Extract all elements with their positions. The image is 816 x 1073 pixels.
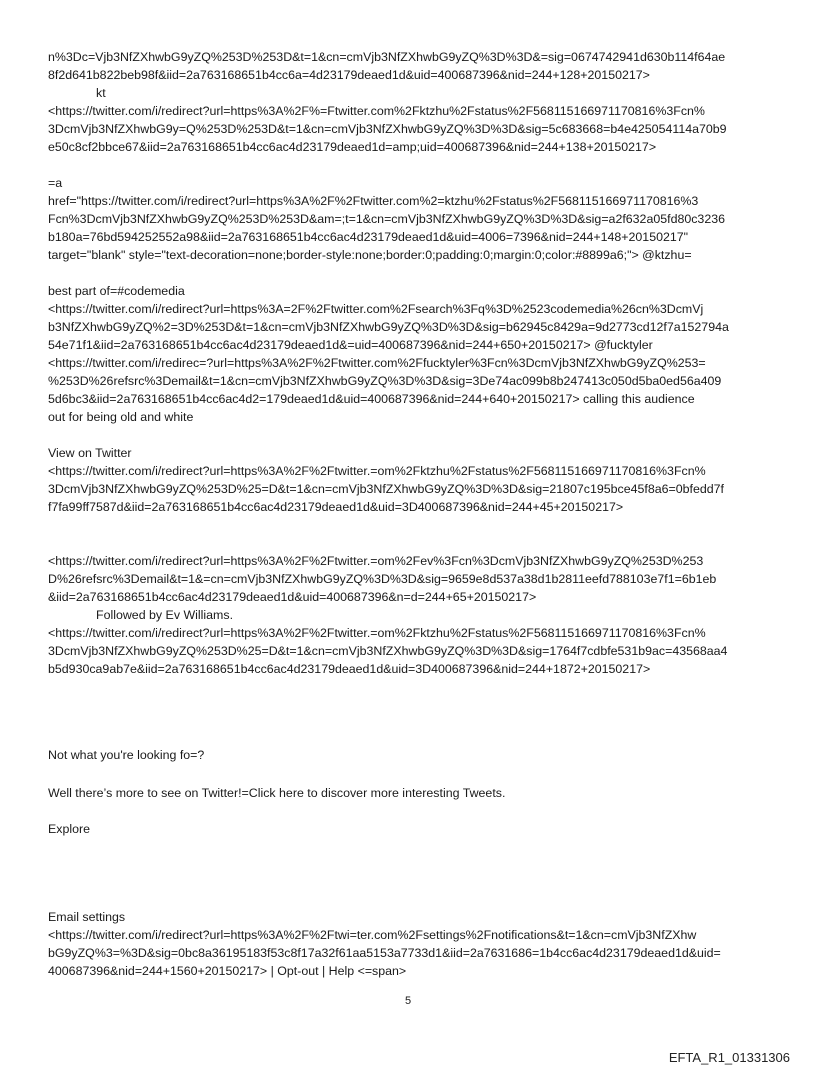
text-line: D%26refsrc%3Demail&t=1&=cn=cmVjb3NfZXhwbG9yZQ%3D%3D&sig=9659e8d537a38d1b2811eefd788103e7f1=6b1eb xyxy=(48,572,717,586)
text-block-3 xyxy=(48,282,773,426)
text-line: href="https://twitter.com/i/redirect?url=https%3A%2F%2Ftwitter.com%2=ktzhu%2Fstatus%2F568115166971170816%3 xyxy=(48,194,699,208)
text-line: 3DcmVjb3NfZXhwbG9yZQ%253D%25=D&t=1&cn=cmVjb3NfZXhwbG9yZQ%3D%3D&sig=21807c195bce45f8a6=0bfedd7f xyxy=(48,482,725,496)
text-line: &iid=2a763168651b4cc6ac4d23179deaed1d&uid=400687396&n=d=244+65+20150217> xyxy=(48,590,537,604)
text-line: <https://twitter.com/i/redirect?url=https%3A%2F%2Ftwitter.=om%2Fktzhu%2Fstatus%2F568115166971170816%3Fcn% xyxy=(48,626,706,640)
text-line: best part of=#codemedia xyxy=(48,284,185,298)
page-number: 5 xyxy=(404,995,412,1007)
text-line: <https://twitter.com/i/redirect?url=https%3A%2F%=Ftwitter.com%2Fktzhu%2Fstatus%2F568115166971170816%3Fcn% xyxy=(48,104,705,118)
text-line: Fcn%3DcmVjb3NfZXhwbG9yZQ%253D%253D&am=;t=1&cn=cmVjb3NfZXhwbG9yZQ%3D%3D&sig=a2f632a05fd80c3236 xyxy=(48,212,726,226)
explore-text xyxy=(48,820,773,838)
document-id: EFTA_R1_01331306 xyxy=(668,1050,790,1065)
text-line: e50c8cf2bbce67&iid=2a763168651b4cc6ac4d23179deaed1d=amp;uid=400687396&nid=244+138+20150217> xyxy=(48,140,657,154)
text-line: b3NfZXhwbG9yZQ%2=3D%253D&t=1&cn=cmVjb3NfZXhwbG9yZQ%3D%3D&sig=b62945c8429a=9d2773cd12f7a152794a xyxy=(48,320,729,334)
text-line: View on Twitter xyxy=(48,446,132,460)
text-line: Followed by Ev Williams. xyxy=(96,608,234,622)
not-looking-text xyxy=(48,746,773,764)
text-line: <https://twitter.com/i/redirect?url=https%3A%2F%2Ftwitter.=om%2Fktzhu%2Fstatus%2F568115166971170816%3Fcn% xyxy=(48,464,706,478)
text-block-5 xyxy=(48,552,773,678)
text-block-2 xyxy=(48,174,773,264)
text-line: 5d6bc3&iid=2a763168651b4cc6ac4d2=179deaed1d&uid=400687396&nid=244+640+20150217> calling this audience xyxy=(48,392,695,406)
text-line: Email settings xyxy=(48,910,126,924)
text-line: f7fa99ff7587d&iid=2a763168651b4cc6ac4d23179deaed1d&uid=3D400687396&nid=244+45+20150217> xyxy=(48,500,624,514)
text-line: out for being old and white xyxy=(48,410,194,424)
text-line: =a xyxy=(48,176,63,190)
text-line: 54e71f1&iid=2a763168651b4cc6ac4d23179deaed1d&=uid=400687396&nid=244+650+20150217> @fucktyler xyxy=(48,338,653,352)
text-line: n%3Dc=Vjb3NfZXhwbG9yZQ%253D%253D&t=1&cn=cmVjb3NfZXhwbG9yZQ%3D%3D&=sig=0674742941d630b114f64ae xyxy=(48,50,726,64)
text-line: Not what you're looking fo=? xyxy=(48,748,205,762)
text-line: %253D%26refsrc%3Demail&t=1&cn=cmVjb3NfZXhwbG9yZQ%3D%3D&sig=3De74ac099b8b247413c050d5ba0ed56a409 xyxy=(48,374,722,388)
text-line: target="blank" style="text-decoration=none;border-style:none;border:0;padding:0;margin:0;color:#8899a6;"> @ktzhu= xyxy=(48,248,692,262)
text-block-4 xyxy=(48,444,773,516)
text-line: <https://twitter.com/i/redirect?url=https%3A=2F%2Ftwitter.com%2Fsearch%3Fq%3D%2523codemedia%26cn%3DcmVj xyxy=(48,302,704,316)
text-line: Well there’s more to see on Twitter!=Click here to discover more interesting Tweets. xyxy=(48,786,506,800)
text-line: <https://twitter.com/i/redirect?url=https%3A%2F%2Ftwitter.=om%2Fev%3Fcn%3DcmVjb3NfZXhwbG9yZQ%253D%253 xyxy=(48,554,704,568)
text-line: 3DcmVjb3NfZXhwbG9yZQ%253D%25=D&t=1&cn=cmVjb3NfZXhwbG9yZQ%3D%3D&sig=1764f7cdbfe531b9ac=43568aa4 xyxy=(48,644,728,658)
text-line: 3DcmVjb3NfZXhwbG9y=Q%253D%253D&t=1&cn=cmVjb3NfZXhwbG9yZQ%3D%3D&sig=5c683668=b4e425054114a70b9 xyxy=(48,122,727,136)
text-line: 8f2d641b822beb98f&iid=2a763168651b4cc6a=4d23179deaed1d&uid=400687396&nid=244+128+20150217> xyxy=(48,68,650,82)
text-line: b180a=76bd594252552a98&iid=2a763168651b4cc6ac4d23179deaed1d&uid=4006=7396&nid=244+148+20150217" xyxy=(48,230,689,244)
email-settings-block xyxy=(48,908,773,980)
text-block-1 xyxy=(48,48,773,156)
text-line: 400687396&nid=244+1560+20150217> | Opt-out | Help <=span> xyxy=(48,964,407,978)
text-line: <https://twitter.com/i/redirect?url=https%3A%2F%2Ftwi=ter.com%2Fsettings%2Fnotifications&t=1&cn=cmVjb3NfZXhw xyxy=(48,928,697,942)
text-line: bG9yZQ%3=%3D&sig=0bc8a36195183f53c8f17a32f61aa5153a7733d1&iid=2a7631686=1b4cc6ac4d23179deaed1d&uid= xyxy=(48,946,721,960)
text-line: <https://twitter.com/i/redirec=?url=https%3A%2F%2Ftwitter.com%2Ffucktyler%3Fcn%3DcmVjb3NfZXhwbG9yZQ%253= xyxy=(48,356,706,370)
text-line: kt xyxy=(96,86,106,100)
text-line: Explore xyxy=(48,822,91,836)
more-to-see-text xyxy=(48,784,773,802)
text-line: b5d930ca9ab7e&iid=2a763168651b4cc6ac4d23179deaed1d&uid=3D400687396&nid=244+1872+20150217> xyxy=(48,662,651,676)
